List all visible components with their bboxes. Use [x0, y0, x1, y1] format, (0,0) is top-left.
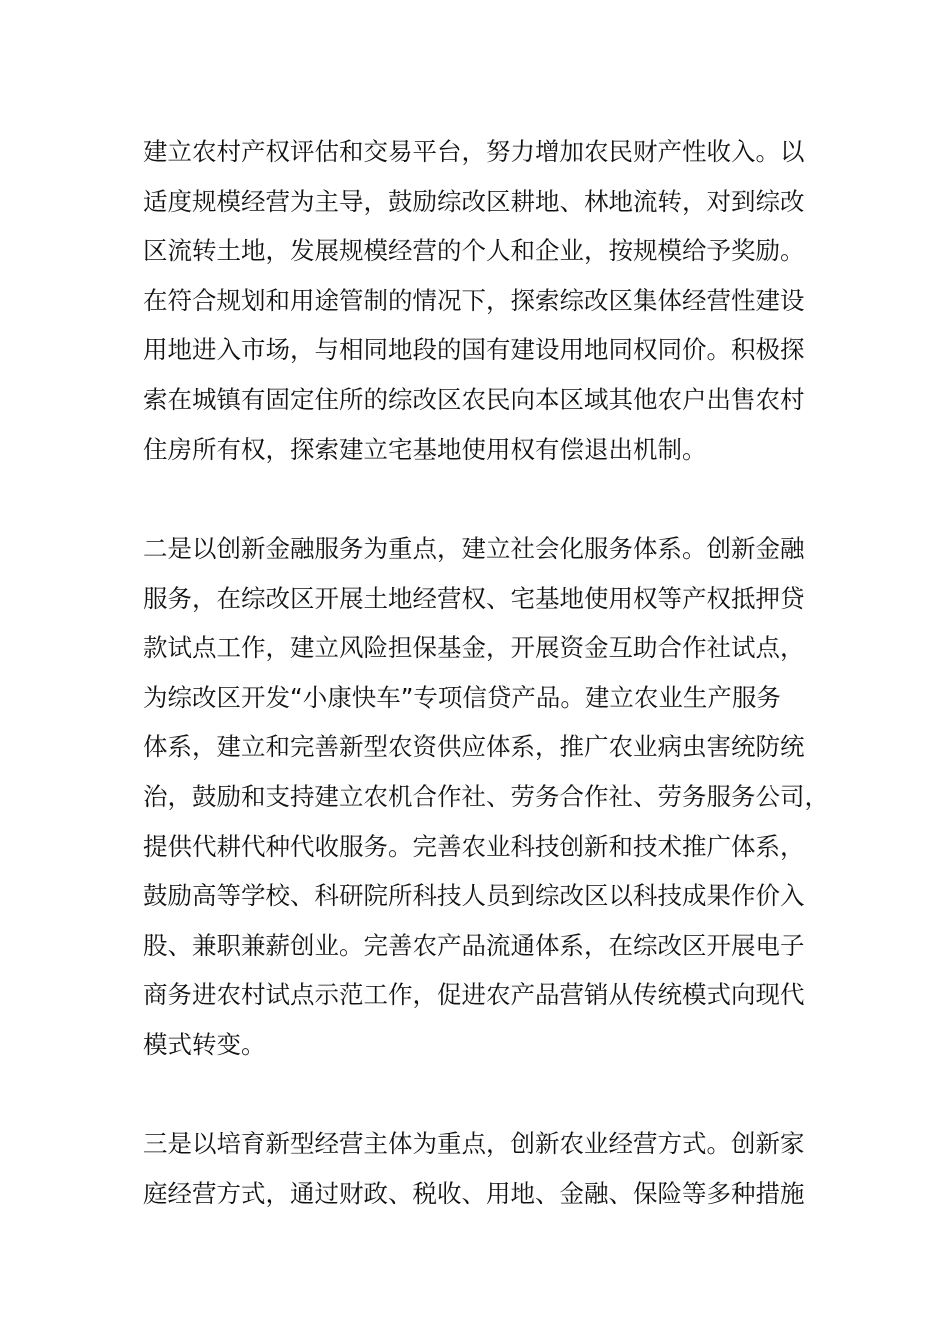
text-line: 商务进农村试点示范工作，促进农产品营销从传统模式向现代 — [143, 980, 805, 1010]
text-line: 服务，在综改区开展土地经营权、宅基地使用权等产权抵押贷 — [143, 583, 805, 613]
text-line: 在符合规划和用途管制的情况下，探索综改区集体经营性建设 — [143, 285, 805, 315]
text-line: 建立农村产权评估和交易平台，努力增加农民财产性收入。以 — [143, 137, 805, 166]
text-line: 体系，建立和完善新型农资供应体系，推广农业病虫害统防统 — [143, 732, 805, 762]
text-line: 鼓励高等学校、科研院所科技人员到综改区以科技成果作价入 — [143, 881, 805, 911]
text-line: 治，鼓励和支持建立农机合作社、劳务合作社、劳务服务公司， — [143, 781, 829, 811]
text-line: 住房所有权，探索建立宅基地使用权有偿退出机制。 — [143, 434, 707, 464]
text-line: 为综改区开发“小康快车”专项信贷产品。建立农业生产服务 — [143, 682, 781, 712]
text-line: 庭经营方式，通过财政、税收、用地、金融、保险等多种措施 — [143, 1178, 805, 1208]
paragraph-financial-services — [143, 524, 829, 1070]
text-line: 三是以培育新型经营主体为重点，创新农业经营方式。创新家 — [143, 1129, 805, 1158]
text-line: 提供代耕代种代收服务。完善农业科技创新和技术推广体系， — [143, 831, 805, 861]
text-line: 模式转变。 — [143, 1029, 266, 1059]
text-line: 索在城镇有固定住所的综改区农民向本区域其他农户出售农村 — [143, 384, 805, 414]
text-line: 款试点工作，建立风险担保基金，开展资金互助合作社试点， — [143, 633, 805, 663]
paragraph-rural-property-rights — [143, 127, 823, 474]
text-line: 股、兼职兼薪创业。完善农产品流通体系，在综改区开展电子 — [143, 930, 805, 960]
paragraph-new-business-entities — [143, 1119, 823, 1218]
text-line: 二是以创新金融服务为重点，建立社会化服务体系。创新金融 — [143, 534, 805, 563]
text-line: 适度规模经营为主导，鼓励综改区耕地、林地流转，对到综改 — [143, 186, 805, 216]
text-line: 区流转土地，发展规模经营的个人和企业，按规模给予奖励。 — [143, 236, 805, 266]
text-line: 用地进入市场，与相同地段的国有建设用地同权同价。积极探 — [143, 335, 805, 365]
